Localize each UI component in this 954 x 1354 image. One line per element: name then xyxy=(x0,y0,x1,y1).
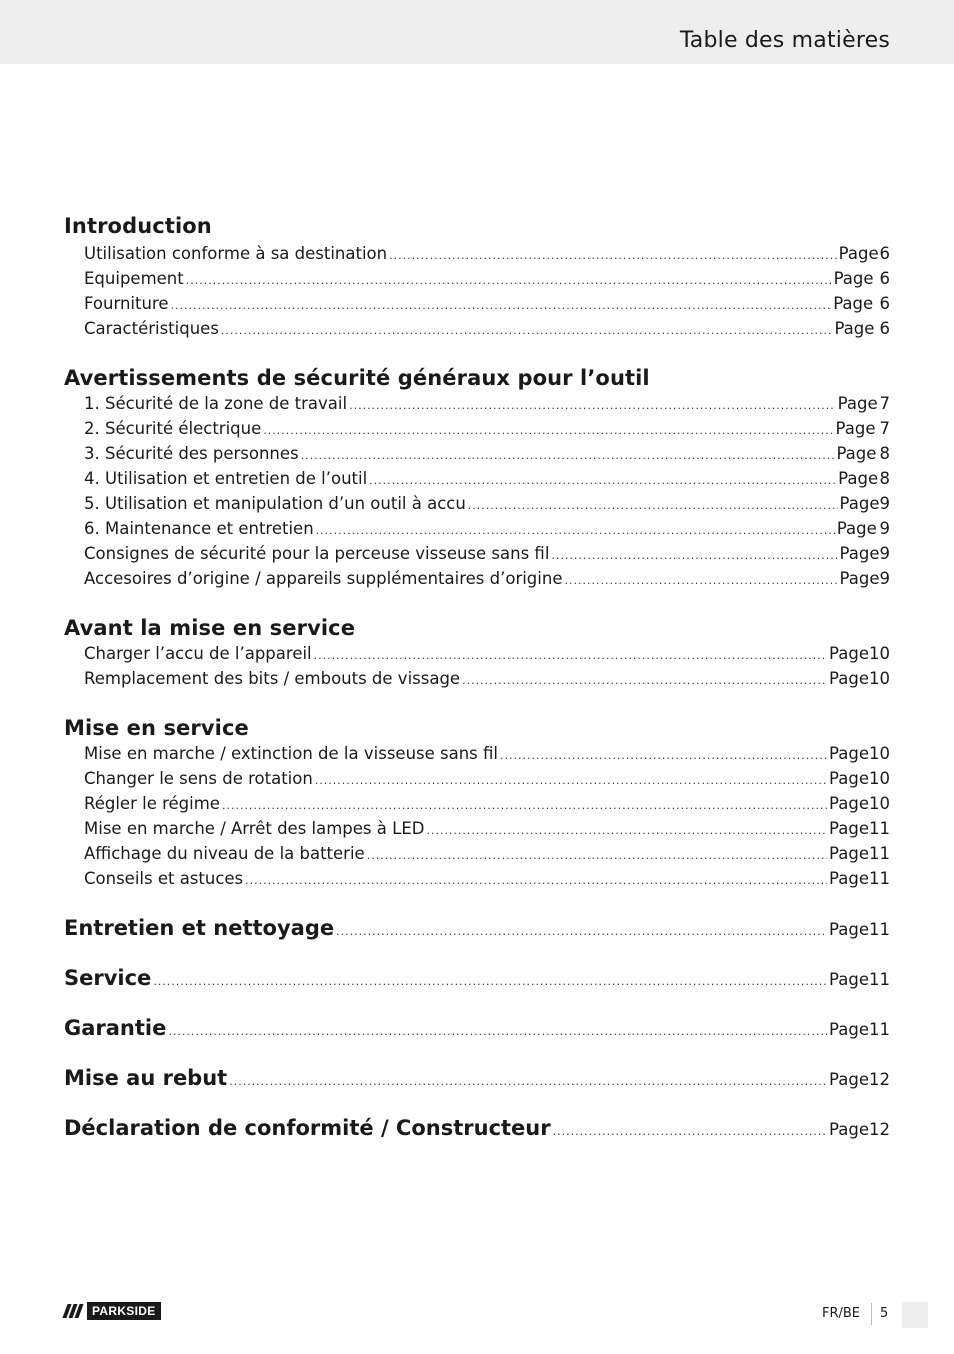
page-word: Page xyxy=(829,1070,869,1089)
leader-dots xyxy=(553,1115,827,1147)
page-number-footer: 5 xyxy=(880,1306,889,1321)
leader-dots xyxy=(564,567,837,593)
section-title: Introduction xyxy=(64,214,212,238)
entry-label: Déclaration de conformité / Constructeur xyxy=(64,1116,551,1140)
section-title: Avertissements de sécurité généraux pour l’outil xyxy=(64,366,650,390)
entry-label: Charger l’accu de l’appareil xyxy=(84,644,312,663)
entry-label: Entretien et nettoyage xyxy=(64,916,335,940)
language-code: FR/BE xyxy=(822,1306,861,1321)
toc-main-entry[interactable] xyxy=(64,1063,890,1093)
entry-label: Conseils et astuces xyxy=(84,869,244,888)
toc-main-entry[interactable] xyxy=(64,1013,890,1043)
page-number: 9 xyxy=(879,494,890,513)
page-word: Page xyxy=(829,844,869,863)
entry-label: Changer le sens de rotation xyxy=(84,769,313,788)
page-number: 9 xyxy=(879,544,890,563)
page-number: 10 xyxy=(869,669,890,688)
toc-entry[interactable] xyxy=(84,242,890,266)
leader-dots xyxy=(462,667,827,693)
toc-entry[interactable] xyxy=(84,442,890,466)
leader-dots xyxy=(389,242,837,268)
leader-dots xyxy=(168,1015,827,1047)
entry-label: Consignes de sécurité pour la perceuse visseuse sans fil xyxy=(84,544,550,563)
entry-label: 3. Sécurité des personnes xyxy=(84,444,299,463)
section-operation xyxy=(64,714,890,742)
page-word: Page xyxy=(829,769,869,788)
leader-dots xyxy=(229,1065,827,1097)
page-number: 11 xyxy=(869,920,890,939)
entry-label: 1. Sécurité de la zone de travail xyxy=(84,394,348,413)
section-before-use xyxy=(64,614,890,642)
page-word: Page xyxy=(838,469,879,488)
toc-entry[interactable] xyxy=(84,767,890,791)
entry-label: 5. Utilisation et manipulation d’un outil à accu xyxy=(84,494,466,513)
entry-label: Régler le régime xyxy=(84,794,220,813)
entry-label: Fourniture xyxy=(84,294,169,313)
leader-dots xyxy=(221,317,833,343)
page-number: 11 xyxy=(869,869,890,888)
page-number: 7 xyxy=(879,394,890,413)
entry-label: Mise en marche / Arrêt des lampes à LED xyxy=(84,819,425,838)
footer-tab-box xyxy=(902,1302,928,1328)
brand-name: PARKSIDE xyxy=(87,1302,161,1320)
footer-divider xyxy=(871,1303,872,1325)
leader-dots xyxy=(316,517,835,543)
toc-entry[interactable] xyxy=(84,542,890,566)
page-number: 10 xyxy=(869,644,890,663)
page-word: Page xyxy=(839,544,880,563)
page-number: 6 xyxy=(879,244,890,263)
page-number: 11 xyxy=(869,970,890,989)
page-title: Table des matières xyxy=(679,28,890,53)
toc-entry[interactable] xyxy=(84,492,890,516)
toc-entry[interactable] xyxy=(84,567,890,591)
toc-entry[interactable] xyxy=(84,667,890,691)
page-word: Page xyxy=(829,869,869,888)
leader-dots xyxy=(301,442,835,468)
page-word: Page xyxy=(839,569,880,588)
entry-label: 4. Utilisation et entretien de l’outil xyxy=(84,469,368,488)
leader-dots xyxy=(349,392,836,418)
section-introduction xyxy=(64,212,890,240)
section-title: Avant la mise en service xyxy=(64,616,356,640)
toc-main-entry[interactable] xyxy=(64,963,890,993)
page-word: Page xyxy=(838,244,879,263)
page-number: 9 xyxy=(879,519,890,538)
page-word: Page xyxy=(829,794,869,813)
toc-entry[interactable] xyxy=(84,842,890,866)
page-word: Page xyxy=(829,970,869,989)
page-word: Page xyxy=(829,920,869,939)
page-word: Page xyxy=(834,319,875,338)
toc-entry[interactable] xyxy=(84,292,890,316)
entry-label: Utilisation conforme à sa destination xyxy=(84,244,388,263)
logo-stripes-icon xyxy=(65,1302,87,1320)
entry-label: Caractéristiques xyxy=(84,319,219,338)
page-number: 6 xyxy=(879,319,890,338)
page-word: Page xyxy=(836,519,877,538)
entry-label: Remplacement des bits / embouts de vissage xyxy=(84,669,461,688)
entry-label: Accesoires d’origine / appareils supplémentaires d’origine xyxy=(84,569,563,588)
page-word: Page xyxy=(835,419,876,438)
page-word: Page xyxy=(829,669,869,688)
leader-dots xyxy=(263,417,833,443)
toc-entry[interactable] xyxy=(84,317,890,341)
page-number: 8 xyxy=(879,444,890,463)
page-word: Page xyxy=(829,1120,869,1139)
page-number: 7 xyxy=(879,419,890,438)
leader-dots xyxy=(245,867,827,893)
page-word: Page xyxy=(833,294,874,313)
leader-dots xyxy=(186,267,832,293)
page-number: 12 xyxy=(869,1070,890,1089)
page-word: Page xyxy=(829,819,869,838)
entry-label: 6. Maintenance et entretien xyxy=(84,519,314,538)
toc-main-entry[interactable] xyxy=(64,1113,890,1143)
entry-label: Mise au rebut xyxy=(64,1066,228,1090)
leader-dots xyxy=(426,817,827,843)
leader-dots xyxy=(367,842,827,868)
entry-label: 2. Sécurité électrique xyxy=(84,419,262,438)
page-word: Page xyxy=(836,444,877,463)
page-word: Page xyxy=(829,644,869,663)
entry-label: Mise en marche / extinction de la visseuse sans fil xyxy=(84,744,498,763)
page-number: 11 xyxy=(869,1020,890,1039)
page-number: 10 xyxy=(869,744,890,763)
leader-dots xyxy=(153,965,827,997)
toc-main-entry[interactable] xyxy=(64,913,890,943)
leader-dots xyxy=(171,292,832,318)
page-number: 9 xyxy=(879,569,890,588)
toc-entry[interactable] xyxy=(84,467,890,491)
toc-entry[interactable] xyxy=(84,867,890,891)
page-word: Page xyxy=(829,1020,869,1039)
page-number: 10 xyxy=(869,769,890,788)
entry-label: Garantie xyxy=(64,1016,167,1040)
entry-label: Equipement xyxy=(84,269,184,288)
toc-entry[interactable] xyxy=(84,392,890,416)
page-number: 6 xyxy=(879,294,890,313)
page-number: 12 xyxy=(869,1120,890,1139)
page-word: Page xyxy=(839,494,880,513)
entry-label: Affichage du niveau de la batterie xyxy=(84,844,365,863)
toc-entry[interactable] xyxy=(84,742,890,766)
toc-entry[interactable] xyxy=(84,267,890,291)
leader-dots xyxy=(336,915,827,947)
leader-dots xyxy=(315,767,827,793)
toc-entry[interactable] xyxy=(84,642,890,666)
toc-entry[interactable] xyxy=(84,792,890,816)
toc-entry[interactable] xyxy=(84,517,890,541)
page-number: 10 xyxy=(869,794,890,813)
parkside-logo xyxy=(65,1302,176,1320)
page-number: 11 xyxy=(869,844,890,863)
page-number: 11 xyxy=(869,819,890,838)
page-word: Page xyxy=(837,394,878,413)
leader-dots xyxy=(500,742,827,768)
leader-dots xyxy=(551,542,837,568)
entry-label: Service xyxy=(64,966,152,990)
section-title: Mise en service xyxy=(64,716,249,740)
page-word: Page xyxy=(829,744,869,763)
section-safety-warnings xyxy=(64,364,890,392)
toc-entry[interactable] xyxy=(84,817,890,841)
leader-dots xyxy=(369,467,836,493)
leader-dots xyxy=(314,642,827,668)
toc-entry[interactable] xyxy=(84,417,890,441)
page-word: Page xyxy=(833,269,874,288)
page-number: 8 xyxy=(879,469,890,488)
page-number: 6 xyxy=(879,269,890,288)
leader-dots xyxy=(468,492,838,518)
leader-dots xyxy=(222,792,827,818)
